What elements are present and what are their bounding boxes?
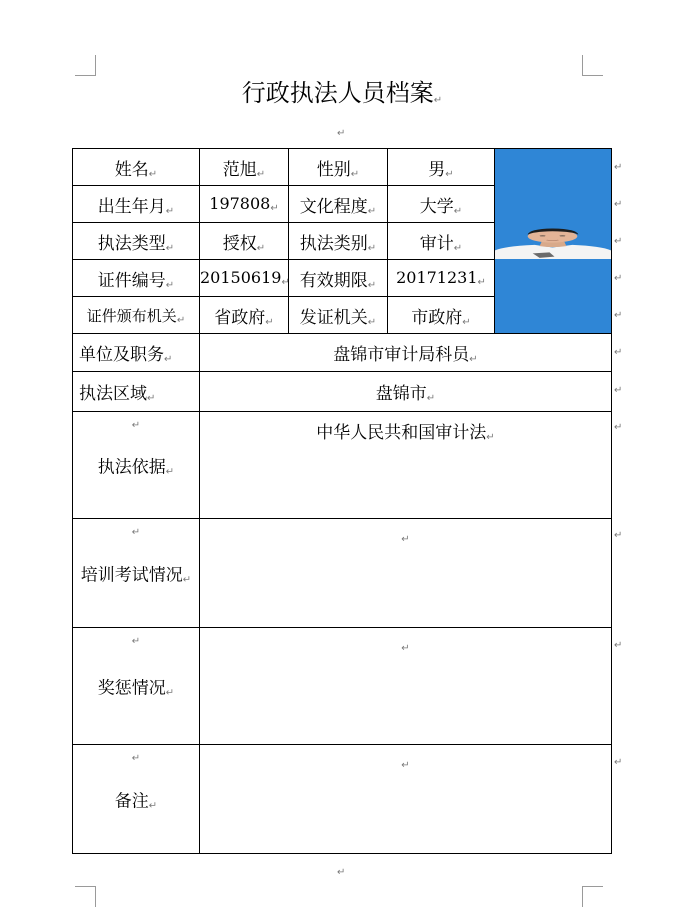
enforcement-type-label-cell: 执法类型↵	[73, 223, 200, 260]
remarks-label-cell: ↵ 备注↵	[73, 745, 200, 854]
row-end-mark: ↵	[614, 236, 623, 247]
row-end-mark: ↵	[614, 162, 623, 173]
gender-label-cell: 性别↵	[289, 149, 388, 186]
table-row	[73, 334, 612, 372]
cert-no-label-cell: 证件编号↵	[73, 260, 200, 297]
unit-value-cell[interactable]: 盘锦市审计局科员↵	[200, 334, 612, 372]
row-end-mark: ↵	[614, 199, 623, 210]
issuing-org-value-cell[interactable]: 省政府↵	[200, 297, 289, 334]
education-value-cell[interactable]: 大学↵	[388, 186, 495, 223]
issuing-org-label-cell: 证件颁布机关↵	[73, 297, 200, 334]
row-end-mark: ↵	[614, 640, 623, 651]
page-corner-top-right	[582, 55, 603, 76]
table-row	[73, 628, 612, 745]
table-row	[73, 149, 612, 186]
basis-value-cell[interactable]: 中华人民共和国审计法↵	[200, 412, 612, 519]
table-row	[73, 519, 612, 628]
page-corner-bottom-left	[75, 886, 96, 907]
page-corner-bottom-right	[582, 886, 603, 907]
row-end-mark: ↵	[614, 422, 623, 433]
row-end-mark: ↵	[614, 273, 623, 284]
id-photo	[495, 149, 612, 334]
cert-issuer-value-cell[interactable]: 市政府↵	[388, 297, 495, 334]
birth-value-cell[interactable]: 197808↵	[200, 186, 289, 223]
education-label-cell: 文化程度↵	[289, 186, 388, 223]
training-label-cell: ↵ 培训考试情况↵	[73, 519, 200, 628]
portrait-photo-icon	[495, 223, 611, 259]
table-row	[73, 372, 612, 412]
cert-issuer-label-cell: 发证机关↵	[289, 297, 388, 334]
gender-value-cell[interactable]: 男↵	[388, 149, 495, 186]
paragraph-mark: ↵	[337, 128, 346, 139]
name-value-cell[interactable]: 范旭↵	[200, 149, 289, 186]
enforcement-category-label-cell: 执法类别↵	[289, 223, 388, 260]
row-end-mark: ↵	[614, 347, 623, 358]
cert-no-value-cell[interactable]: 20150619↵	[200, 260, 289, 297]
area-label-cell: 执法区域↵	[73, 372, 200, 412]
personnel-record-table	[72, 148, 612, 854]
rewards-value-cell[interactable]: ↵	[200, 628, 612, 745]
enforcement-category-value-cell[interactable]: 审计↵	[388, 223, 495, 260]
document-title-text: 行政执法人员档案	[241, 79, 434, 107]
enforcement-type-value-cell[interactable]: 授权↵	[200, 223, 289, 260]
row-end-mark: ↵	[614, 385, 623, 396]
row-end-mark: ↵	[614, 310, 623, 321]
table-row	[73, 745, 612, 854]
validity-label-cell: 有效期限↵	[289, 260, 388, 297]
unit-label-cell: 单位及职务↵	[73, 334, 200, 372]
training-value-cell[interactable]: ↵	[200, 519, 612, 628]
row-end-mark: ↵	[614, 530, 623, 541]
remarks-value-cell[interactable]: ↵	[200, 745, 612, 854]
birth-label-cell: 出生年月↵	[73, 186, 200, 223]
table-row	[73, 412, 612, 519]
page-corner-top-left	[75, 55, 96, 76]
paragraph-mark: ↵	[433, 95, 443, 106]
area-value-cell[interactable]: 盘锦市↵	[200, 372, 612, 412]
name-label-cell: 姓名↵	[73, 149, 200, 186]
validity-value-cell[interactable]: 20171231↵	[388, 260, 495, 297]
basis-label-cell: ↵ 执法依据↵	[73, 412, 200, 519]
rewards-label-cell: ↵ 奖惩情况↵	[73, 628, 200, 745]
document-title[interactable]	[0, 76, 684, 118]
paragraph-mark: ↵	[337, 867, 346, 878]
row-end-mark: ↵	[614, 757, 623, 768]
